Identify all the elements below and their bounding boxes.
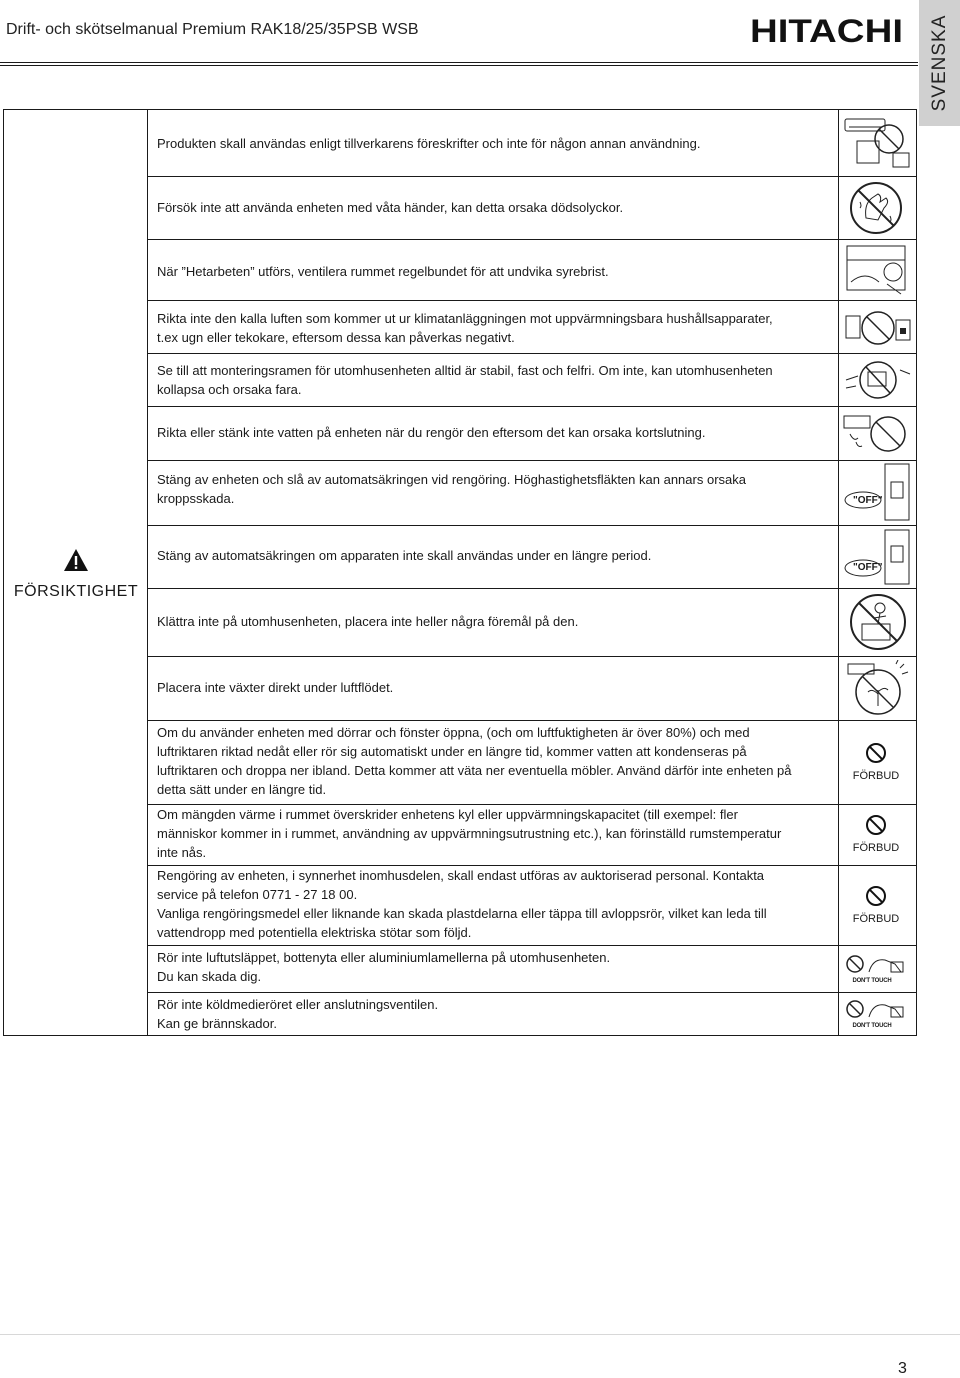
ventilate-icon [845,242,911,298]
page-number: 3 [898,1360,907,1377]
row-text: Rengöring av enheten, i synnerhet inomhusdelen, skall endast utföras av auktoriserad personal. Kontakta service på telefon 0771 - 27 18 00. Vanliga rengöringsmedel eller liknande kan skada plastdelarna eller täppa till avloppsrör, vilket kan leda till vattendropp med potentiella elektriska stötar som följd. [157,868,767,940]
dont-touch-icon [845,952,907,978]
breaker-off-icon [843,528,913,586]
off-label: "OFF" [853,562,883,573]
language-tab [919,0,960,126]
dont-touch-icon [845,997,907,1023]
document-title: Drift- och skötselmanual Premium RAK18/25/35PSB WSB [6,21,419,38]
footer-rule [0,1334,960,1335]
no-wet-hands-icon [848,180,904,236]
row-separator [147,588,917,589]
header-rule [0,62,918,63]
row-separator [147,300,917,301]
no-direct-airflow-icon [842,306,914,350]
row-separator [147,992,917,993]
row-text: Försök inte att använda enheten med våta händer, kan detta orsaka dödsolyckor. [157,200,624,215]
header-rule-lower [0,65,918,66]
breaker-off-icon [843,462,913,522]
forbud-label: FÖRBUD [852,842,900,854]
row-text: Stäng av automatsäkringen om apparaten inte skall användas under en längre period. [157,548,652,563]
row-separator [147,406,917,407]
prohibited-icon [865,814,887,836]
forbud-label: FÖRBUD [852,770,900,782]
row-text: Rör inte köldmedieröret eller anslutningsventilen. Kan ge brännskador. [157,997,439,1031]
row-text: Se till att monteringsramen för utomhusenheten alltid är stabil, fast och felfri. Om inte, kan utomhusenheten kollapsa och orsaka fara. [157,363,773,397]
row-text: Stäng av enheten och slå av automatsäkringen vid rengöring. Höghastighetsfläkten kan annars orsaka kroppsskada. [157,472,746,506]
table-divider-right [838,109,839,1036]
hitachi-logo [750,12,905,48]
row-text: När ”Hetarbeten” utförs, ventilera rummet regelbundet för att undvika syrebrist. [157,264,609,279]
no-water-splash-icon [842,410,914,456]
row-separator [147,656,917,657]
caution-label: FÖRSIKTIGHET [13,583,139,600]
row-text: Rör inte luftutsläppet, bottenyta eller aluminiumlamellerna på utomhusenheten. Du kan skada dig. [157,950,611,984]
no-plants-icon [846,660,910,718]
row-separator [147,945,917,946]
prohibited-icon [865,742,887,764]
row-separator [147,353,917,354]
off-label: "OFF" [853,495,883,506]
svg-text:HITACHI: HITACHI [750,13,903,48]
prohibited-icon [865,885,887,907]
misuse-icon [843,115,913,171]
row-separator [147,176,917,177]
row-text: Rikta eller stänk inte vatten på enheten när du rengör den eftersom det kan orsaka kortslutning. [157,425,706,440]
row-separator [147,525,917,526]
no-climbing-icon [848,592,908,652]
language-label: SVENSKA [928,14,950,112]
row-text: Placera inte växter direkt under luftflödet. [157,680,394,695]
stable-frame-icon [842,358,914,402]
row-separator [147,239,917,240]
row-text: Rikta inte den kalla luften som kommer ut ur klimatanläggningen mot uppvärmningsbara hushållsapparater, t.ex ugn eller tekokare, eftersom dessa kan påverkas negativt. [157,311,773,345]
row-text: Om mängden värme i rummet överskrider enhetens kyl eller uppvärmningskapacitet (till exempel: fler människor kommer in i rummet, användning av uppvärmningsutrustning etc.), kan förinställd rumstemperatur inte nås. [157,807,782,860]
row-text: Klättra inte på utomhusenheten, placera inte heller några föremål på den. [157,614,579,629]
row-text: Produkten skall användas enligt tillverkarens föreskrifter och inte för någon annan användning. [157,136,701,151]
dont-touch-label: DON'T TOUCH [852,978,892,984]
dont-touch-label: DON'T TOUCH [852,1023,892,1029]
forbud-label: FÖRBUD [852,913,900,925]
row-separator [147,460,917,461]
caution-block [4,548,148,601]
row-separator [147,720,917,721]
row-text: Om du använder enheten med dörrar och fönster öppna, (och om luftfuktigheten är över 80%) och med luftriktaren riktad nedåt eller rör sig automatiskt under en längre tid, kommer vatten att kondenseras på luftriktaren och droppa ner ibland. Detta kommer att väta ner eventuella möbler. Använd därför inte enheten på detta sätt under en längre tid. [157,725,792,797]
warning-triangle-icon [63,548,89,572]
